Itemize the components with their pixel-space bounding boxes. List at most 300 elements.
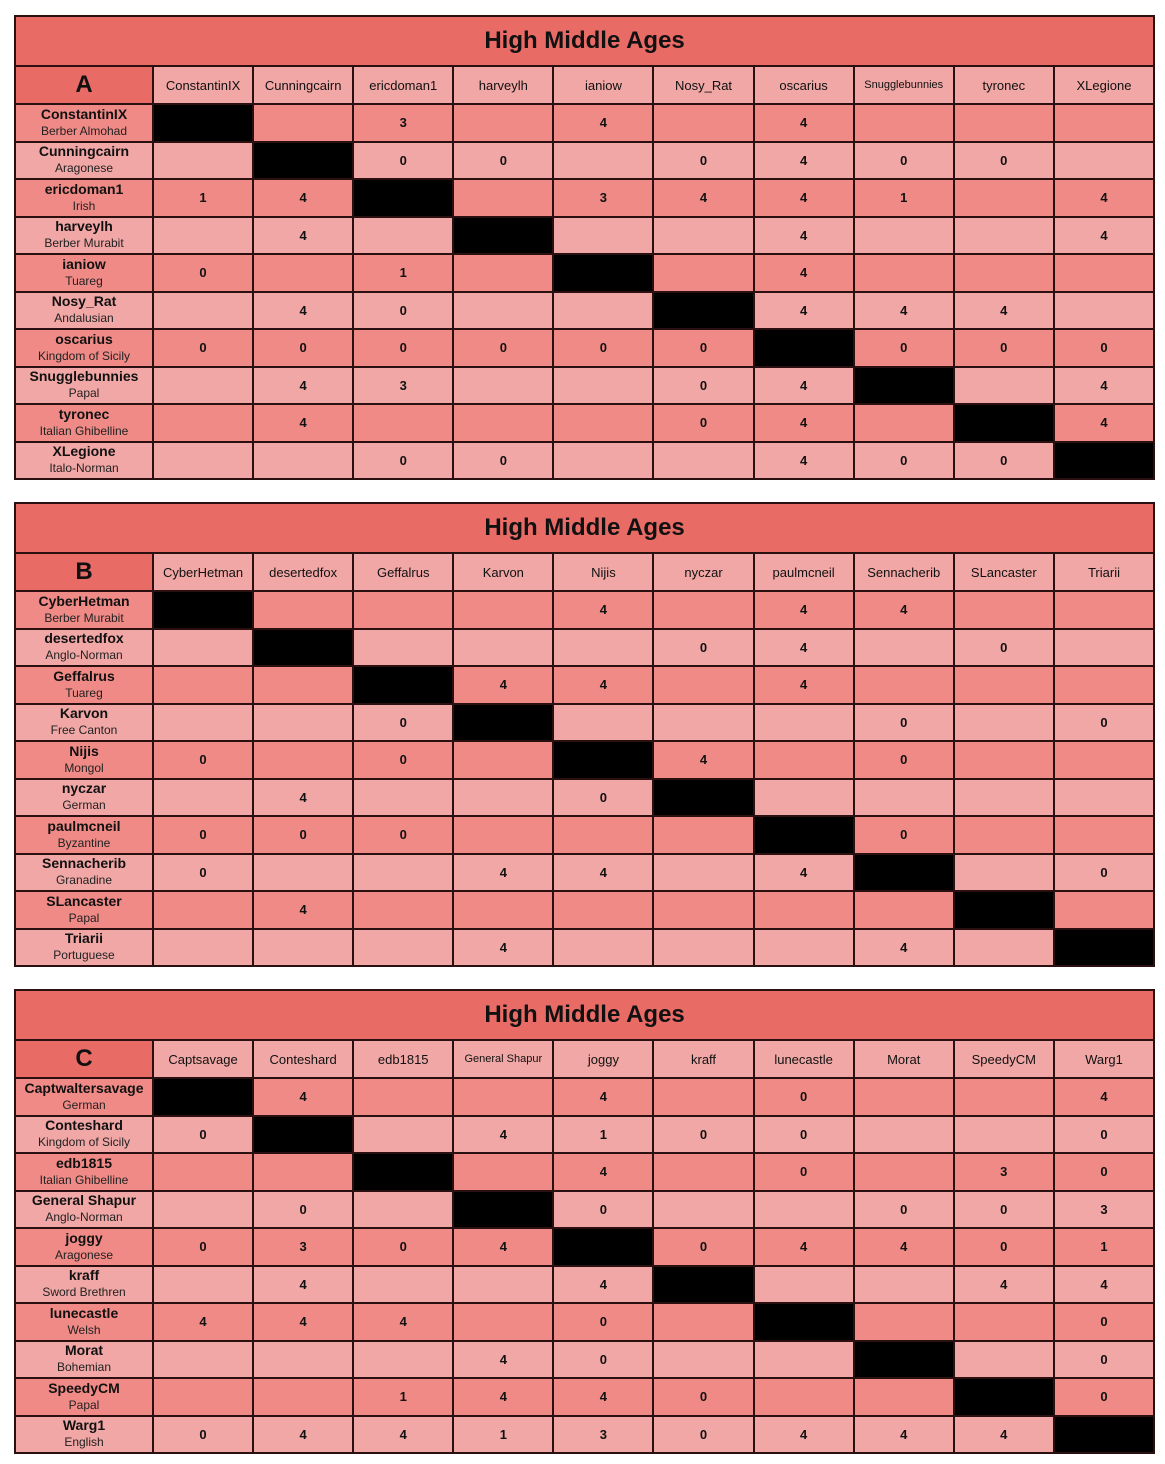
table-row xyxy=(15,1266,1154,1304)
self-match-cell xyxy=(653,1266,753,1304)
self-match-cell xyxy=(453,217,553,255)
score-cell xyxy=(653,591,753,629)
score-cell xyxy=(954,741,1054,779)
table-row xyxy=(15,1416,1154,1454)
faction-name: Free Canton xyxy=(50,723,118,738)
table-row xyxy=(15,1303,1154,1341)
score-cell xyxy=(854,779,954,817)
matrix-block-a xyxy=(14,15,1153,480)
table-title: High Middle Ages xyxy=(15,990,1154,1040)
self-match-cell xyxy=(553,1228,653,1266)
table-title: High Middle Ages xyxy=(15,503,1154,553)
score-cell xyxy=(153,292,253,330)
score-cell: 4 xyxy=(754,591,854,629)
row-header xyxy=(15,142,153,180)
score-cell xyxy=(553,404,653,442)
row-header xyxy=(15,704,153,742)
score-cell: 0 xyxy=(854,329,954,367)
player-name: XLegione xyxy=(52,443,116,460)
score-cell xyxy=(153,442,253,480)
score-cell: 1 xyxy=(153,179,253,217)
score-cell: 4 xyxy=(754,629,854,667)
score-cell xyxy=(553,704,653,742)
score-cell: 0 xyxy=(353,442,453,480)
score-cell: 4 xyxy=(253,217,353,255)
score-cell xyxy=(653,854,753,892)
score-cell xyxy=(1054,142,1154,180)
faction-name: English xyxy=(64,1435,104,1450)
score-cell: 0 xyxy=(553,1191,653,1229)
table-row xyxy=(15,367,1154,405)
score-cell xyxy=(754,1341,854,1379)
score-cell: 3 xyxy=(253,1228,353,1266)
score-cell: 0 xyxy=(1054,1378,1154,1416)
row-header xyxy=(15,1116,153,1154)
score-cell: 0 xyxy=(1054,329,1154,367)
score-cell: 4 xyxy=(1054,1078,1154,1116)
table-row xyxy=(15,591,1154,629)
faction-name: Berber Almohad xyxy=(40,123,128,138)
row-header xyxy=(15,1078,153,1116)
score-cell: 0 xyxy=(553,1303,653,1341)
score-cell: 0 xyxy=(653,1228,753,1266)
score-cell xyxy=(153,142,253,180)
score-cell xyxy=(553,929,653,967)
score-cell: 0 xyxy=(453,142,553,180)
player-name: General Shapur xyxy=(31,1192,137,1209)
score-cell: 4 xyxy=(954,1266,1054,1304)
score-cell xyxy=(153,1191,253,1229)
score-cell: 1 xyxy=(353,254,453,292)
score-cell: 0 xyxy=(653,1416,753,1454)
table-row xyxy=(15,404,1154,442)
table-row xyxy=(15,704,1154,742)
column-header: edb1815 xyxy=(353,1040,453,1078)
score-cell: 4 xyxy=(553,1378,653,1416)
player-name: Conteshard xyxy=(45,1117,123,1134)
player-name: harveylh xyxy=(55,218,113,235)
score-cell xyxy=(153,367,253,405)
table-row xyxy=(15,292,1154,330)
score-cell: 0 xyxy=(954,1228,1054,1266)
score-cell xyxy=(353,1191,453,1229)
column-header: lunecastle xyxy=(754,1040,854,1078)
faction-name: Andalusian xyxy=(54,311,114,326)
score-cell: 0 xyxy=(353,292,453,330)
score-cell xyxy=(653,929,753,967)
player-name: ianiow xyxy=(62,255,106,272)
score-cell xyxy=(353,779,453,817)
faction-name: Kingdom of Sicily xyxy=(37,1135,131,1150)
score-cell xyxy=(453,1153,553,1191)
score-cell: 4 xyxy=(453,929,553,967)
faction-name: Papal xyxy=(68,386,100,401)
score-cell: 0 xyxy=(1054,1153,1154,1191)
score-cell: 0 xyxy=(353,816,453,854)
column-header: Sennacherib xyxy=(854,553,954,591)
faction-name: Anglo-Norman xyxy=(45,648,123,663)
self-match-cell xyxy=(754,816,854,854)
score-cell: 0 xyxy=(653,1116,753,1154)
score-cell xyxy=(553,142,653,180)
score-cell: 1 xyxy=(553,1116,653,1154)
score-cell: 4 xyxy=(553,666,653,704)
score-cell xyxy=(954,854,1054,892)
faction-name: Bohemian xyxy=(56,1360,112,1375)
table-row xyxy=(15,1378,1154,1416)
self-match-cell xyxy=(153,1078,253,1116)
table-row xyxy=(15,1228,1154,1266)
score-cell: 0 xyxy=(153,1116,253,1154)
score-cell: 0 xyxy=(854,142,954,180)
score-cell xyxy=(353,1341,453,1379)
score-cell: 0 xyxy=(353,329,453,367)
score-cell: 4 xyxy=(253,179,353,217)
player-name: oscarius xyxy=(55,330,113,347)
score-cell: 0 xyxy=(653,629,753,667)
score-cell: 4 xyxy=(253,779,353,817)
score-cell: 0 xyxy=(153,329,253,367)
table-row xyxy=(15,854,1154,892)
score-cell xyxy=(253,704,353,742)
self-match-cell xyxy=(954,891,1054,929)
self-match-cell xyxy=(754,1303,854,1341)
score-cell xyxy=(954,704,1054,742)
score-cell xyxy=(253,104,353,142)
score-cell xyxy=(754,1378,854,1416)
score-cell: 4 xyxy=(453,666,553,704)
score-cell xyxy=(1054,104,1154,142)
score-cell xyxy=(854,891,954,929)
score-cell: 0 xyxy=(754,1116,854,1154)
score-cell: 3 xyxy=(553,179,653,217)
row-header xyxy=(15,1153,153,1191)
faction-name: Granadine xyxy=(55,873,113,888)
score-cell xyxy=(1054,779,1154,817)
score-cell: 4 xyxy=(754,179,854,217)
score-cell xyxy=(653,104,753,142)
score-cell xyxy=(353,591,453,629)
self-match-cell xyxy=(553,254,653,292)
player-name: desertedfox xyxy=(44,630,124,647)
score-cell xyxy=(653,1078,753,1116)
column-header: CyberHetman xyxy=(153,553,253,591)
score-cell: 4 xyxy=(653,741,753,779)
score-cell xyxy=(253,854,353,892)
score-cell xyxy=(153,629,253,667)
score-cell: 0 xyxy=(1054,1116,1154,1154)
score-cell: 4 xyxy=(253,1416,353,1454)
self-match-cell xyxy=(453,704,553,742)
score-cell xyxy=(954,591,1054,629)
table-row xyxy=(15,929,1154,967)
player-name: tyronec xyxy=(58,405,110,422)
faction-name: Berber Murabit xyxy=(44,236,124,251)
score-cell xyxy=(1054,741,1154,779)
score-cell: 4 xyxy=(553,104,653,142)
table-title: High Middle Ages xyxy=(15,16,1154,66)
row-header xyxy=(15,891,153,929)
faction-name: Portuguese xyxy=(53,948,115,963)
score-cell: 4 xyxy=(253,292,353,330)
score-cell: 0 xyxy=(353,704,453,742)
player-name: Cunningcairn xyxy=(38,143,130,160)
score-cell: 4 xyxy=(754,292,854,330)
column-header: ConstantinIX xyxy=(153,66,253,104)
self-match-cell xyxy=(653,292,753,330)
self-match-cell xyxy=(153,104,253,142)
column-header: XLegione xyxy=(1054,66,1154,104)
score-cell xyxy=(754,1191,854,1229)
score-cell xyxy=(153,1153,253,1191)
score-cell: 0 xyxy=(453,442,553,480)
score-cell: 0 xyxy=(253,816,353,854)
score-cell: 0 xyxy=(854,704,954,742)
score-cell: 4 xyxy=(754,1416,854,1454)
self-match-cell xyxy=(954,1378,1054,1416)
score-cell: 0 xyxy=(153,1228,253,1266)
score-cell: 0 xyxy=(153,741,253,779)
column-header: Geffalrus xyxy=(353,553,453,591)
row-header xyxy=(15,629,153,667)
score-cell xyxy=(553,629,653,667)
score-cell xyxy=(453,779,553,817)
self-match-cell xyxy=(754,329,854,367)
score-cell xyxy=(553,367,653,405)
faction-name: Papal xyxy=(68,1397,100,1412)
score-cell xyxy=(754,704,854,742)
score-cell xyxy=(1054,292,1154,330)
player-name: Geffalrus xyxy=(53,667,115,684)
score-cell xyxy=(453,1266,553,1304)
score-cell: 0 xyxy=(153,1416,253,1454)
player-name: Snugglebunnies xyxy=(29,368,139,385)
score-cell: 0 xyxy=(1054,1341,1154,1379)
row-header xyxy=(15,104,153,142)
score-cell xyxy=(854,104,954,142)
player-name: nyczar xyxy=(61,780,107,797)
score-cell: 0 xyxy=(653,367,753,405)
score-cell xyxy=(854,1078,954,1116)
table-row xyxy=(15,217,1154,255)
score-cell xyxy=(453,629,553,667)
score-cell: 3 xyxy=(954,1153,1054,1191)
score-cell xyxy=(153,1266,253,1304)
player-name: lunecastle xyxy=(49,1304,119,1321)
score-cell xyxy=(954,779,1054,817)
score-cell: 4 xyxy=(153,1303,253,1341)
column-header: oscarius xyxy=(754,66,854,104)
row-header xyxy=(15,329,153,367)
column-header: Nosy_Rat xyxy=(653,66,753,104)
column-header: joggy xyxy=(553,1040,653,1078)
score-cell xyxy=(1054,629,1154,667)
player-name: kraff xyxy=(68,1267,100,1284)
row-header xyxy=(15,292,153,330)
score-cell xyxy=(954,179,1054,217)
faction-name: Anglo-Norman xyxy=(45,1210,123,1225)
column-header: desertedfox xyxy=(253,553,353,591)
score-cell: 0 xyxy=(653,142,753,180)
score-cell xyxy=(954,367,1054,405)
score-cell: 1 xyxy=(453,1416,553,1454)
score-cell: 4 xyxy=(754,442,854,480)
score-cell xyxy=(653,1153,753,1191)
score-cell xyxy=(653,1303,753,1341)
score-cell: 0 xyxy=(954,329,1054,367)
score-cell xyxy=(754,741,854,779)
score-cell: 0 xyxy=(754,1153,854,1191)
results-table-a xyxy=(14,15,1155,480)
column-header: tyronec xyxy=(954,66,1054,104)
table-row xyxy=(15,179,1154,217)
score-cell xyxy=(153,891,253,929)
score-cell xyxy=(954,254,1054,292)
score-cell: 4 xyxy=(1054,179,1154,217)
score-cell: 4 xyxy=(353,1416,453,1454)
score-cell: 4 xyxy=(854,929,954,967)
table-row xyxy=(15,891,1154,929)
score-cell xyxy=(453,816,553,854)
score-cell: 4 xyxy=(854,591,954,629)
score-cell xyxy=(253,254,353,292)
row-header xyxy=(15,367,153,405)
self-match-cell xyxy=(553,741,653,779)
score-cell: 4 xyxy=(954,1416,1054,1454)
column-header: Morat xyxy=(854,1040,954,1078)
score-cell xyxy=(553,292,653,330)
score-cell xyxy=(253,1378,353,1416)
score-cell: 0 xyxy=(553,1341,653,1379)
score-cell xyxy=(153,404,253,442)
score-cell: 4 xyxy=(253,404,353,442)
score-cell: 4 xyxy=(754,1228,854,1266)
table-row xyxy=(15,442,1154,480)
score-cell xyxy=(253,741,353,779)
column-header: Triarii xyxy=(1054,553,1154,591)
score-cell: 1 xyxy=(854,179,954,217)
row-header xyxy=(15,816,153,854)
score-cell xyxy=(653,816,753,854)
table-row xyxy=(15,142,1154,180)
group-label: A xyxy=(15,66,153,104)
row-header xyxy=(15,1266,153,1304)
faction-name: German xyxy=(62,798,106,813)
score-cell xyxy=(854,666,954,704)
self-match-cell xyxy=(1054,442,1154,480)
score-cell: 4 xyxy=(854,292,954,330)
faction-name: Tuareg xyxy=(65,273,103,288)
table-row xyxy=(15,1153,1154,1191)
score-cell xyxy=(854,629,954,667)
score-cell: 4 xyxy=(1054,404,1154,442)
score-cell: 4 xyxy=(553,854,653,892)
row-header xyxy=(15,741,153,779)
score-cell xyxy=(353,1078,453,1116)
column-header: paulmcneil xyxy=(754,553,854,591)
score-cell: 0 xyxy=(653,329,753,367)
score-cell xyxy=(1054,891,1154,929)
score-cell xyxy=(153,929,253,967)
results-table-c xyxy=(14,989,1155,1454)
score-cell: 0 xyxy=(153,854,253,892)
row-header xyxy=(15,1228,153,1266)
score-cell xyxy=(353,854,453,892)
score-cell xyxy=(1054,591,1154,629)
column-header: Conteshard xyxy=(253,1040,353,1078)
score-cell: 4 xyxy=(453,1341,553,1379)
score-cell xyxy=(453,179,553,217)
row-header xyxy=(15,1341,153,1379)
faction-name: Mongol xyxy=(64,760,104,775)
score-cell xyxy=(453,1078,553,1116)
self-match-cell xyxy=(1054,1416,1154,1454)
score-cell: 0 xyxy=(153,254,253,292)
score-cell xyxy=(954,1341,1054,1379)
score-cell: 0 xyxy=(253,1191,353,1229)
table-row xyxy=(15,741,1154,779)
score-cell xyxy=(1054,254,1154,292)
score-cell xyxy=(754,1266,854,1304)
row-header xyxy=(15,1416,153,1454)
score-cell: 3 xyxy=(353,104,453,142)
score-cell: 4 xyxy=(854,1228,954,1266)
score-cell xyxy=(954,217,1054,255)
row-header xyxy=(15,179,153,217)
group-label: C xyxy=(15,1040,153,1078)
score-cell: 1 xyxy=(1054,1228,1154,1266)
player-name: paulmcneil xyxy=(47,817,121,834)
score-cell: 0 xyxy=(553,329,653,367)
score-cell xyxy=(653,891,753,929)
score-cell: 4 xyxy=(754,367,854,405)
column-header: kraff xyxy=(653,1040,753,1078)
score-cell: 4 xyxy=(553,1153,653,1191)
score-cell xyxy=(253,666,353,704)
faction-name: Irish xyxy=(72,198,96,213)
self-match-cell xyxy=(453,1191,553,1229)
table-row xyxy=(15,1341,1154,1379)
group-label: B xyxy=(15,553,153,591)
score-cell: 4 xyxy=(453,854,553,892)
score-cell: 0 xyxy=(1054,704,1154,742)
score-cell: 4 xyxy=(353,1303,453,1341)
score-cell xyxy=(153,704,253,742)
score-cell xyxy=(353,629,453,667)
score-cell xyxy=(954,666,1054,704)
row-header xyxy=(15,1191,153,1229)
score-cell xyxy=(553,217,653,255)
table-row xyxy=(15,666,1154,704)
faction-name: Kingdom of Sicily xyxy=(37,348,131,363)
score-cell xyxy=(954,1078,1054,1116)
score-cell: 3 xyxy=(553,1416,653,1454)
player-name: joggy xyxy=(65,1229,103,1246)
player-name: edb1815 xyxy=(55,1154,113,1171)
faction-name: Italo-Norman xyxy=(49,461,119,476)
score-cell: 4 xyxy=(453,1116,553,1154)
row-header xyxy=(15,779,153,817)
score-cell xyxy=(954,816,1054,854)
table-row xyxy=(15,254,1154,292)
score-cell: 4 xyxy=(754,254,854,292)
score-cell: 4 xyxy=(754,217,854,255)
column-header: Warg1 xyxy=(1054,1040,1154,1078)
table-row xyxy=(15,779,1154,817)
score-cell: 0 xyxy=(253,329,353,367)
self-match-cell xyxy=(353,179,453,217)
score-cell xyxy=(253,1153,353,1191)
